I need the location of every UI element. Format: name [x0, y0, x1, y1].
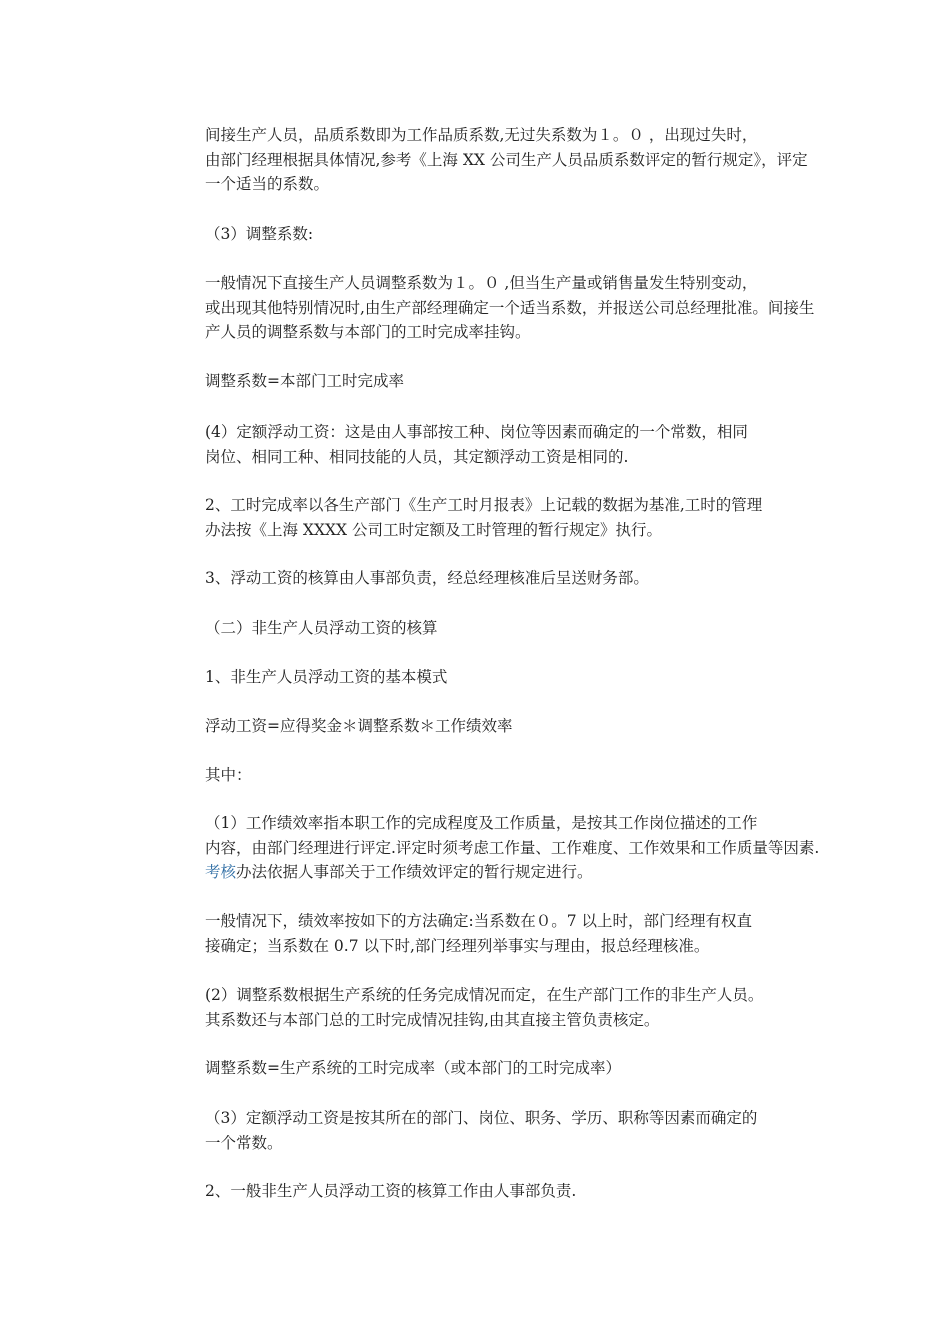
text-line: 接确定；当系数在 0.7 以下时,部门经理列举事实与理由，报总经理核准。 — [205, 936, 710, 955]
formula-adjustment-coefficient — [145, 369, 810, 394]
section-heading-non-production — [145, 616, 810, 641]
formula-adjustment-production-system — [145, 1056, 810, 1081]
text-line: 或出现其他特别情况时,由生产部经理确定一个适当系数，并报送公司总经理批准。间接生 — [205, 298, 815, 317]
paragraph-fixed-floating-wage — [145, 420, 810, 469]
paragraph-fixed-floating-wage-non-production — [145, 1106, 810, 1155]
text-line: 间接生产人员，品质系数即为工作品质系数,无过失系数为１。０ ，出现过失时， — [205, 126, 758, 144]
paragraph-non-production-accounting — [145, 1179, 810, 1204]
text-line: 其中： — [205, 766, 252, 784]
paragraph-performance-rate-method — [145, 909, 810, 958]
text-after-link: 办法依据人事部关于工作绩效评定的暂行规定进行。 — [236, 863, 593, 881]
text-line: 一个常数。 — [205, 1133, 283, 1152]
text-line: （3）调整系数: — [205, 225, 314, 243]
heading-adjustment-coefficient — [145, 222, 810, 247]
paragraph-work-hour-completion-rate — [145, 493, 810, 542]
paragraph-adjustment-coefficient-general — [145, 271, 815, 345]
text-line: 浮动工资=应得奖金＊调整系数＊工作绩效率 — [205, 717, 513, 735]
text-line: 办法按《上海 XXXX 公司工时定额及工时管理的暂行规定》执行。 — [205, 520, 662, 539]
label-among-which — [145, 763, 810, 788]
text-line: (4）定额浮动工资：这是由人事部按工种、岗位等因素而确定的一个常数，相同 — [205, 423, 748, 441]
text-line: 一般情况下直接生产人员调整系数为１。０ ,但当生产量或销售量发生特别变动， — [205, 274, 758, 292]
text-line: 调整系数=生产系统的工时完成率（或本部门的工时完成率） — [205, 1059, 621, 1077]
text-line: 2、工时完成率以各生产部门《生产工时月报表》上记载的数据为基准,工时的管理 — [205, 496, 763, 514]
text-line: （1）工作绩效率指本职工作的完成程度及工作质量，是按其工作岗位描述的工作 — [205, 814, 758, 832]
text-line: 产人员的调整系数与本部门的工时完成率挂钩。 — [205, 323, 531, 341]
text-line: 内容，由部门经理进行评定.评定时须考虑工作量、工作难度、工作效果和工作质量等因素. — [205, 838, 820, 857]
text-line: 调整系数=本部门工时完成率 — [205, 372, 404, 390]
text-line: (2）调整系数根据生产系统的任务完成情况而定，在生产部门工作的非生产人员。 — [205, 986, 764, 1004]
text-line: 岗位、相同工种、相同技能的人员，其定额浮动工资是相同的. — [205, 447, 629, 466]
text-line: 一般情况下，绩效率按如下的方法确定:当系数在０。7 以上时，部门经理有权直 — [205, 912, 753, 930]
text-line: 1、非生产人员浮动工资的基本模式 — [205, 668, 448, 686]
paragraph-adjustment-by-production-system — [145, 983, 810, 1032]
text-line: 2、一般非生产人员浮动工资的核算工作由人事部负责. — [205, 1182, 577, 1200]
assessment-link[interactable]: 考核 — [205, 863, 237, 881]
text-line — [145, 860, 810, 885]
text-line: 一个适当的系数。 — [205, 175, 330, 193]
text-line: （3）定额浮动工资是按其所在的部门、岗位、职务、学历、职称等因素而确定的 — [205, 1109, 758, 1127]
text-line: 由部门经理根据具体情况,参考《上海 XX 公司生产人员品质系数评定的暂行规定》，评定 — [205, 150, 808, 169]
paragraph-accounting-responsibility — [145, 566, 810, 591]
paragraph-performance-rate — [145, 811, 820, 885]
paragraph-indirect-quality-coefficient — [145, 123, 810, 197]
text-line: （二）非生产人员浮动工资的核算 — [205, 619, 438, 637]
text-line: 3、浮动工资的核算由人事部负责，经总经理核准后呈送财务部。 — [205, 569, 649, 587]
text-line: 其系数还与本部门总的工时完成情况挂钩,由其直接主管负责核定。 — [205, 1010, 660, 1029]
formula-floating-wage — [145, 714, 810, 739]
subheading-basic-mode — [145, 665, 810, 690]
